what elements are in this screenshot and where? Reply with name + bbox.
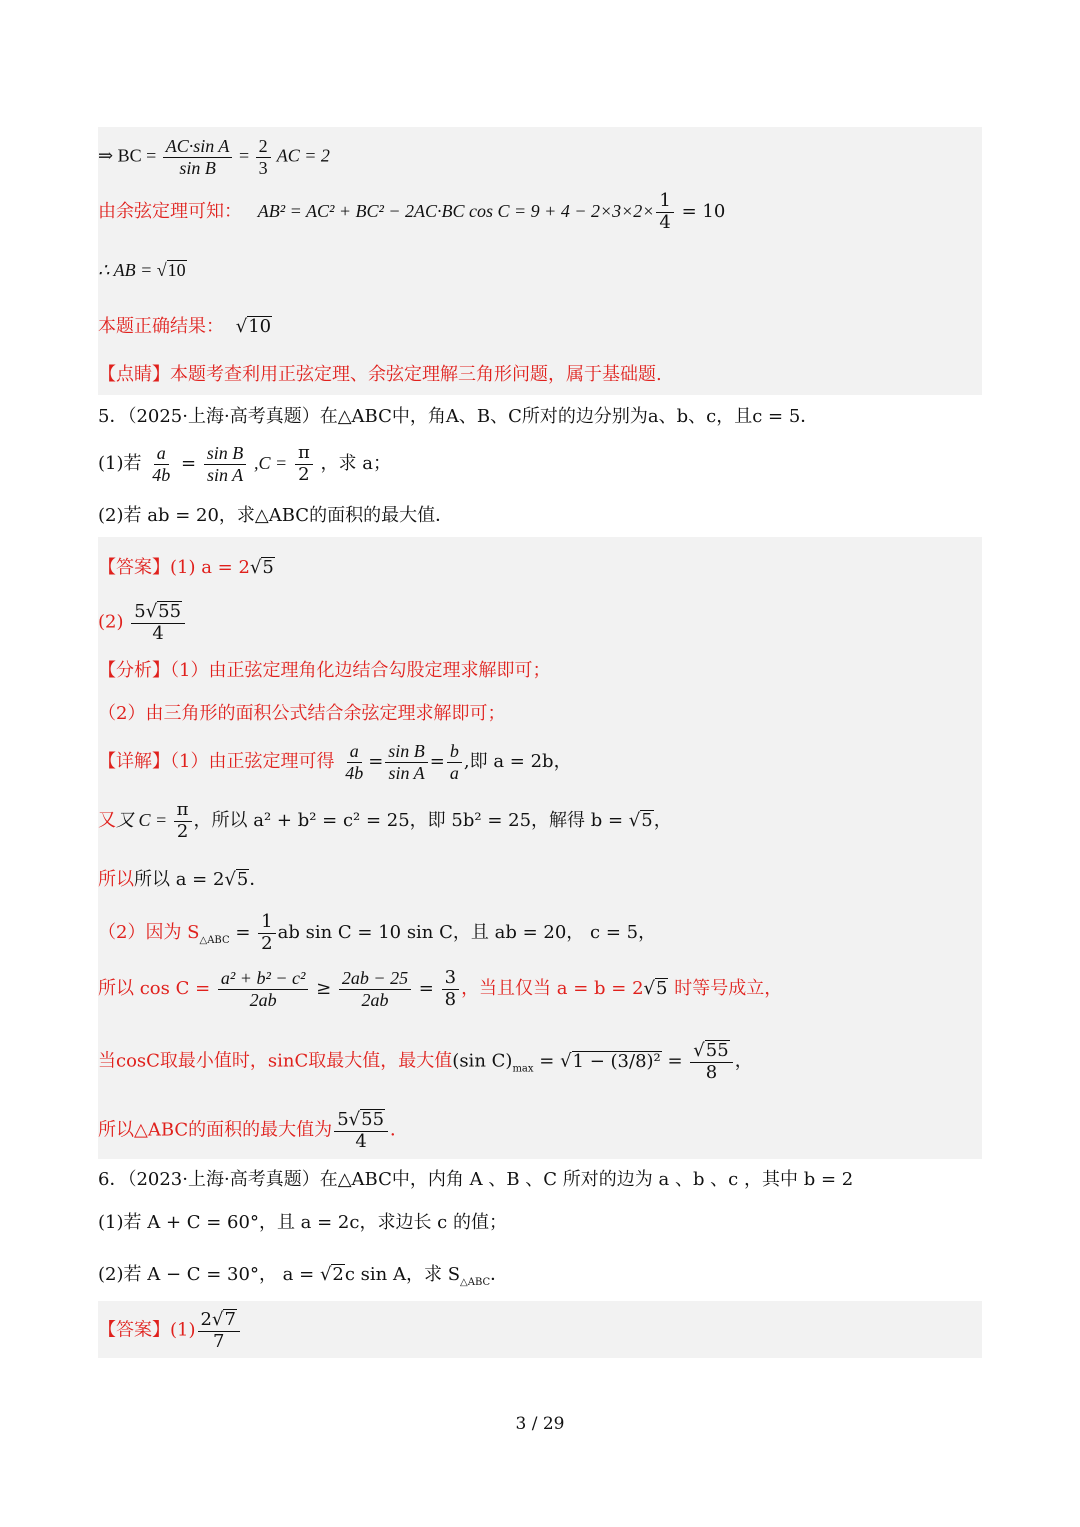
prev-line-2: 由余弦定理可知： AB² = AC² + BC² − 2AC·BC cos C = 9 + 4 − 2×3×2× $\frac{1}{4}$ = 10 bbox=[98, 190, 726, 233]
q5-detail-4: （2）因为 $S_{\triangle ABC}$ = $\frac{1}{2}$ ab sin C = 10 sin C，且 ab = 20， c = 5， bbox=[98, 911, 657, 954]
q6-stem: 6．（2023·上海·高考真题）在△ABC中，内角 A 、B 、C 所对的边为 a 、b 、c ，其中 b = 2 bbox=[98, 1169, 854, 1190]
q6-answer: 【答案】(1) $\frac{2√7}{7}$ bbox=[98, 1309, 242, 1352]
prev-comment: 【点睛】本题考查利用正弦定理、余弦定理解三角形问题，属于基础题. bbox=[98, 364, 662, 385]
q5-analysis-2: （2）由三角形的面积公式结合余弦定理求解即可； bbox=[98, 703, 506, 724]
prev-line-1: ⇒ BC = $\frac{\text{AC·sin A}}{\text{sin B}}$ = $\frac{2}{3}$ AC = 2 bbox=[98, 136, 330, 178]
q6-part1: (1)若 A + C = 60°，且 a = 2c，求边长 c 的值； bbox=[98, 1212, 507, 1233]
q6-part2: (2)若 A − C = 30°， a = √2c sin A，求 $S_{\triangle ABC}$． bbox=[98, 1264, 509, 1288]
q5-answer-2: (2) $\frac{5√55}{4}$ bbox=[98, 601, 187, 644]
q5-stem: 5．（2025·上海·高考真题）在△ABC中，角A、B、C所对的边分别为a、b、c，且c = 5． bbox=[98, 406, 819, 427]
q5-detail-7: 所以△ABC的面积的最大值为 $\frac{5√55}{4}$ ． bbox=[98, 1109, 409, 1152]
q5-detail-5: 所以 cos C = $\frac{\text{a² + b² − c²}}{2ab}$ ≥ $\frac{2ab - 25}{2ab}$ = $\frac{3}{8}$ ，当且仅当 a = b = 2√5 时等号成立， bbox=[98, 967, 783, 1010]
q5-detail-3: 所以所以 a = 2√5． bbox=[98, 869, 268, 890]
prev-line-3: ∴ AB = √10 bbox=[98, 260, 186, 280]
page-number: 3 / 29 bbox=[515, 1414, 565, 1434]
q5-part1: (1)若 $\frac{a}{4b}$ = $\frac{\text{sin B}}{\text{sin A}}$ ,C = $\frac{\pi}{2}$ ，求 a； bbox=[98, 442, 391, 485]
q5-detail-6: 当cosC取最小值时，sinC取最大值，最大值(sin $C)_{max} = √1 - (3/8)^2$ = $\frac{√55}{8}$ ， bbox=[98, 1040, 753, 1083]
q5-analysis-1: 【分析】（1）由正弦定理角化边结合勾股定理求解即可； bbox=[98, 660, 551, 681]
q5-detail-2: 又又 C = $\frac{\pi}{2}$ ，所以 a² + b² = c² = 25，即 5b² = 25，解得 b = √5， bbox=[98, 799, 672, 842]
q5-part2: (2)若 ab = 20，求△ABC的面积的最大值． bbox=[98, 505, 454, 526]
q5-detail-1: 【详解】（1）由正弦定理可得 $\frac{a}{4b}$ = $\frac{\text{sin B}}{\text{sin A}}$ = $\frac{b}{a}$ ,即 a = 2b， bbox=[98, 741, 572, 783]
prev-line-4: 本题正确结果： √10 bbox=[98, 316, 272, 337]
q5-answer-1: 【答案】(1) a = 2√5 bbox=[98, 557, 274, 578]
